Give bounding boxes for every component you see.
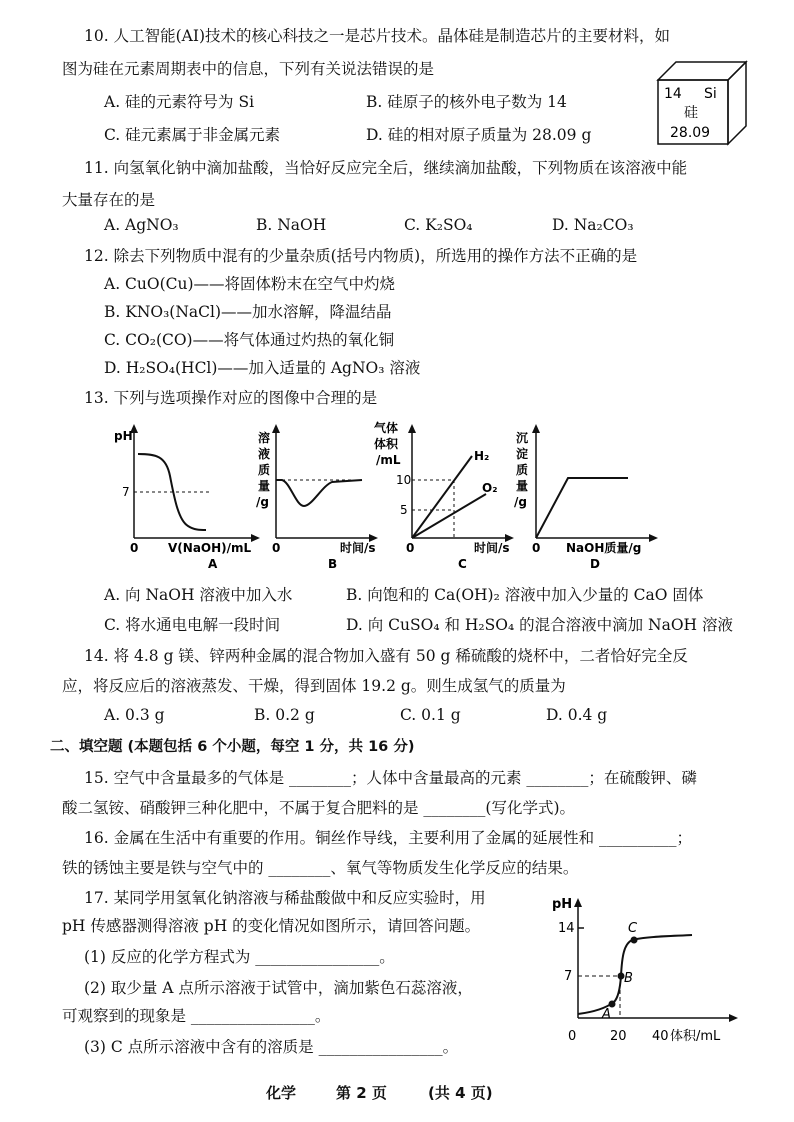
graph-b-caption: B <box>328 557 338 571</box>
graph-a-xlabel: V(NaOH)/mL <box>168 541 252 555</box>
q12-option-c: C. CO₂(CO)——将气体通过灼热的氧化铜 <box>104 331 395 349</box>
q13-graph-a <box>108 420 271 572</box>
q17-label-c: C <box>628 921 638 936</box>
footer-subject: 化学 <box>266 1084 297 1102</box>
q17-graph-xtick-40: 40 <box>652 1029 669 1044</box>
q10-option-c: C. 硅元素属于非金属元素 <box>104 126 281 144</box>
q14-option-a: A. 0.3 g <box>104 706 165 724</box>
q16-stem-line2: 铁的锈蚀主要是铁与空气中的 ________、氧气等物质发生化学反应的结果。 <box>62 859 579 877</box>
cell-number: 14 <box>664 86 682 102</box>
q17-stem-line1: 17. 某同学用氢氧化钠溶液与稀盐酸做中和反应实验时，用 <box>84 889 486 907</box>
q10-option-a: A. 硅的元素符号为 Si <box>104 93 255 111</box>
q10-option-b: B. 硅原子的核外电子数为 14 <box>366 93 567 111</box>
q17-ph-curve <box>578 935 692 1014</box>
q14-stem-line2: 应，将反应后的溶液蒸发、干燥，得到固体 19.2 g。则生成氢气的质量为 <box>62 677 566 695</box>
q13-graph-d <box>512 420 672 572</box>
graph-a-origin: 0 <box>130 541 139 555</box>
q10-option-d: D. 硅的相对原子质量为 28.09 g <box>366 126 592 144</box>
graph-c-h2-label: H₂ <box>474 449 490 463</box>
q17-graph-xtick-20: 20 <box>610 1029 627 1044</box>
q12-option-b: B. KNO₃(NaCl)——加水溶解，降温结晶 <box>104 303 392 321</box>
silicon-element-cell <box>654 58 752 148</box>
q17-label-b: B <box>624 971 633 986</box>
q13-option-b: B. 向饱和的 Ca(OH)₂ 溶液中加入少量的 CaO 固体 <box>346 586 704 604</box>
graph-c-h2-line <box>412 456 472 538</box>
q17-label-a: A <box>602 1007 611 1022</box>
q12-stem: 12. 除去下列物质中混有的少量杂质(括号内物质)，所选用的操作方法不正确的是 <box>84 247 638 265</box>
graph-c-origin: 0 <box>406 541 415 555</box>
q13-option-a: A. 向 NaOH 溶液中加入水 <box>104 586 293 604</box>
graph-d-xlabel: NaOH质量/g <box>566 541 642 555</box>
q13-option-d: D. 向 CuSO₄ 和 H₂SO₄ 的混合溶液中滴加 NaOH 溶液 <box>346 616 733 634</box>
graph-c-xlabel: 时间/s <box>474 541 510 555</box>
graph-b-xlabel: 时间/s <box>340 541 376 555</box>
q13-graph-b <box>256 420 384 572</box>
q15-stem-line1: 15. 空气中含量最多的气体是 ________；人体中含量最高的元素 ________；在硫酸钾、磷 <box>84 769 697 787</box>
q10-stem-line1: 10. 人工智能(AI)技术的核心科技之一是芯片技术。晶体硅是制造芯片的主要材料，如 <box>84 27 670 45</box>
q12-option-d: D. H₂SO₄(HCl)——加入适量的 AgNO₃ 溶液 <box>104 359 421 377</box>
graph-c-o2-line <box>412 494 486 538</box>
footer-total-pages: (共 4 页) <box>428 1084 493 1102</box>
section-2-heading: 二、填空题 (本题包括 6 个小题，每空 1 分，共 16 分) <box>50 739 415 755</box>
graph-c-ytick-5: 5 <box>400 503 408 517</box>
q17-part2-line1: (2) 取少量 A 点所示溶液于试管中，滴加紫色石蕊溶液， <box>84 979 473 997</box>
q11-option-a: A. AgNO₃ <box>104 216 179 234</box>
q16-stem-line1: 16. 金属在生活中有重要的作用。铜丝作导线，主要利用了金属的延展性和 __________； <box>84 829 693 847</box>
q17-graph-xlabel: 体积/mL <box>670 1029 721 1044</box>
graph-b-origin: 0 <box>272 541 281 555</box>
q17-point-c <box>631 937 638 944</box>
footer-page: 第 2 页 <box>336 1084 387 1102</box>
graph-a-ytick: 7 <box>122 485 130 499</box>
q11-stem-line1: 11. 向氢氧化钠中滴加盐酸，当恰好反应完全后，继续滴加盐酸，下列物质在该溶液中能 <box>84 159 688 177</box>
q13-graph-c <box>372 416 520 572</box>
graph-a-ylabel: pH <box>114 429 133 443</box>
q17-graph-ylabel: pH <box>552 897 573 912</box>
graph-c-o2-label: O₂ <box>482 481 498 495</box>
q13-stem: 13. 下列与选项操作对应的图像中合理的是 <box>84 389 378 407</box>
q17-graph-origin: 0 <box>568 1029 577 1044</box>
q17-graph-ytick-7: 7 <box>564 969 573 984</box>
q14-option-d: D. 0.4 g <box>546 706 608 724</box>
q14-stem-line1: 14. 将 4.8 g 镁、锌两种金属的混合物加入盛有 50 g 稀硫酸的烧杯中，二者恰好完全反 <box>84 647 688 665</box>
graph-c-ylabel: 气体体积/mL <box>374 421 401 467</box>
graph-d-curve <box>536 478 628 538</box>
q11-stem-line2: 大量存在的是 <box>62 191 156 209</box>
q12-option-a: A. CuO(Cu)——将固体粉末在空气中灼烧 <box>104 275 396 293</box>
q17-stem-line2: pH 传感器测得溶液 pH 的变化情况如图所示，请回答问题。 <box>62 917 481 935</box>
cell-symbol: Si <box>704 86 717 102</box>
graph-c-caption: C <box>458 557 467 571</box>
q14-option-b: B. 0.2 g <box>254 706 315 724</box>
graph-b-curve <box>276 480 362 506</box>
q11-option-c: C. K₂SO₄ <box>404 216 473 234</box>
q13-option-c: C. 将水通电电解一段时间 <box>104 616 281 634</box>
q17-graph-ytick-14: 14 <box>558 921 575 936</box>
cell-name: 硅 <box>684 105 698 121</box>
q17-part2-line2: 可观察到的现象是 ________________。 <box>62 1007 331 1025</box>
cell-mass: 28.09 <box>670 125 711 141</box>
q11-option-d: D. Na₂CO₃ <box>552 216 634 234</box>
q15-stem-line2: 酸二氢铵、硝酸钾三种化肥中，不属于复合肥料的是 ________(写化学式)。 <box>62 799 576 817</box>
q11-option-b: B. NaOH <box>256 216 327 234</box>
q17-part3: (3) C 点所示溶液中含有的溶质是 ________________。 <box>84 1038 459 1056</box>
q17-ph-graph <box>548 890 744 1058</box>
q14-option-c: C. 0.1 g <box>400 706 461 724</box>
graph-b-ylabel: 溶液质量/g <box>256 431 271 509</box>
graph-d-caption: D <box>590 557 600 571</box>
q10-stem-line2: 图为硅在元素周期表中的信息，下列有关说法错误的是 <box>62 60 435 78</box>
graph-d-origin: 0 <box>532 541 541 555</box>
graph-c-ytick-10: 10 <box>396 473 412 487</box>
graph-d-ylabel: 沉淀质量/g <box>514 431 529 509</box>
q17-part1: (1) 反应的化学方程式为 ________________。 <box>84 948 395 966</box>
graph-a-caption: A <box>208 557 218 571</box>
